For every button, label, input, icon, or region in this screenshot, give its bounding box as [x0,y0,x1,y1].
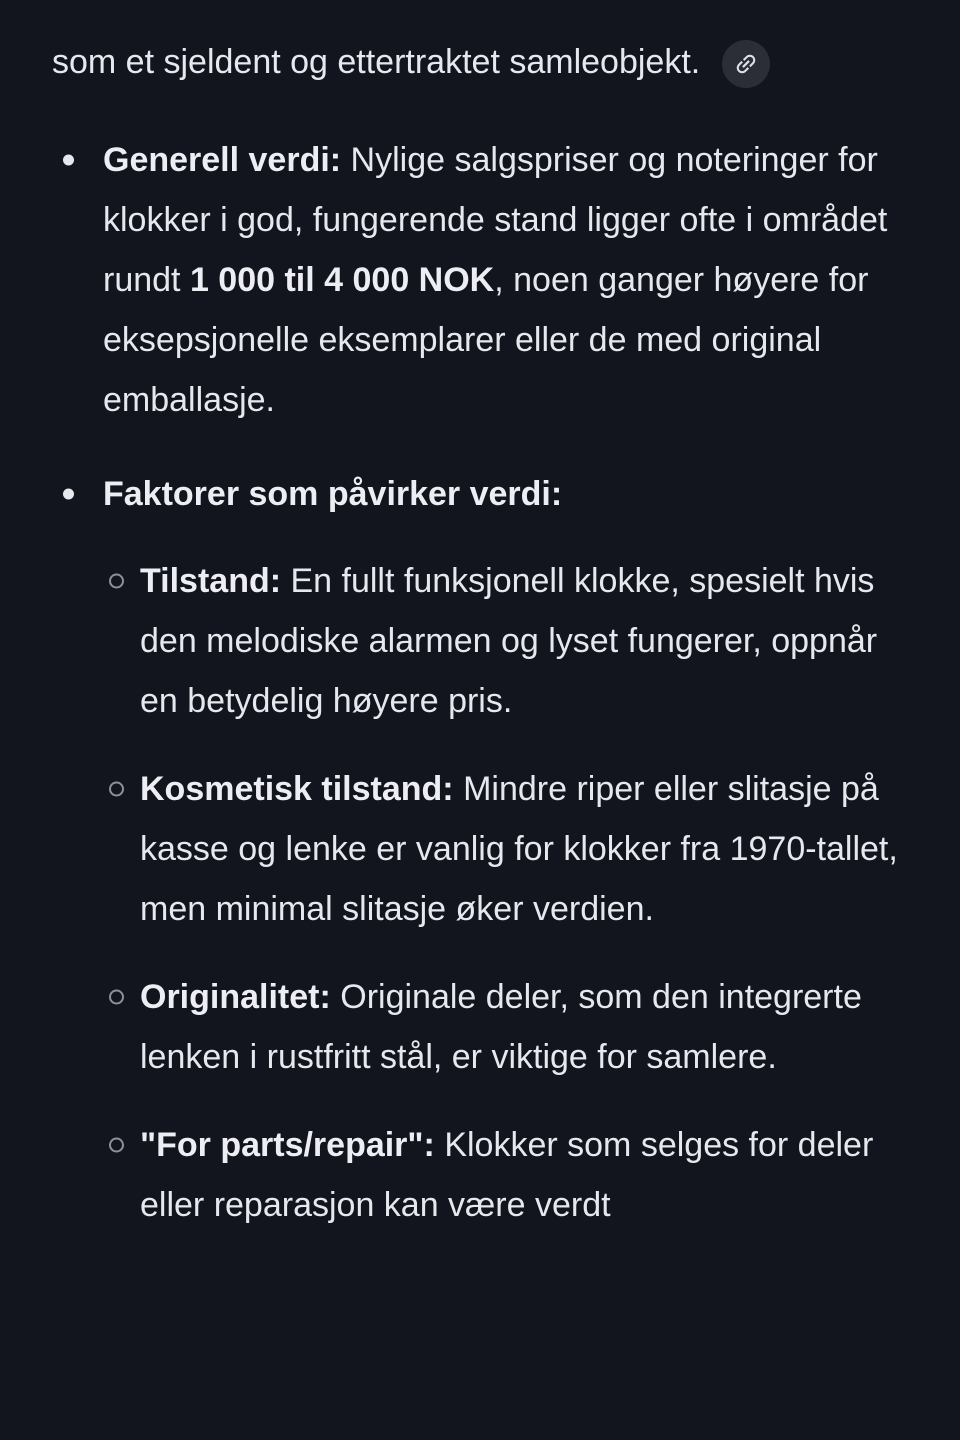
source-link-button[interactable] [722,40,770,88]
bullet-list [52,130,910,1235]
sub-item-body: Klokker som selges for deler eller reparasjon kan være verdt [140,1126,874,1224]
intro-paragraph [52,32,910,92]
list-item-text [103,130,910,430]
item-bold-range: 1 000 til 4 000 NOK [189,261,495,299]
bullet-circle-icon [109,1138,124,1153]
item-body: , noen ganger høyere for eksepsjonelle eksemplarer eller de med original emballasje. [103,261,869,419]
sub-item-body: En fullt funksjonell klokke, spesielt hvis den melodiske alarmen og lyset fungerer, oppnår en betydelig høyere pris. [140,562,878,720]
sub-item-lead: Kosmetisk tilstand: [140,770,454,808]
sub-bullet-list [103,551,910,1235]
list-item-text [103,464,910,524]
link-icon [733,51,759,77]
bullet-disc-icon [63,489,74,500]
sub-item-body: Originale deler, som den integrerte lenken i rustfritt stål, er viktige for samlere. [140,978,862,1076]
item-body: Nylige salgspriser og noteringer for klokker i god, fungerende stand ligger ofte i området rundt [103,141,888,299]
sub-item-kosmetisk-tilstand [103,759,910,939]
sub-item-text [140,551,910,731]
list-item-generell-verdi [52,130,910,430]
item-lead: Faktorer som påvirker verdi: [103,475,563,513]
sub-item-lead: "For parts/repair": [140,1126,435,1164]
list-item-faktorer [52,464,910,1235]
bullet-circle-icon [109,574,124,589]
sub-item-tilstand [103,551,910,731]
item-lead: Generell verdi: [103,141,342,179]
sub-item-text [140,967,910,1087]
intro-text: som et sjeldent og ettertraktet samleobjekt. [52,43,701,81]
bullet-circle-icon [109,990,124,1005]
sub-item-text [140,759,910,939]
sub-item-originalitet [103,967,910,1087]
sub-item-for-parts-repair [103,1115,910,1235]
sub-item-body: Mindre riper eller slitasje på kasse og lenke er vanlig for klokker fra 1970-tallet, men minimal slitasje øker verdien. [140,770,898,928]
sub-item-text [140,1115,910,1235]
bullet-circle-icon [109,782,124,797]
sub-item-lead: Tilstand: [140,562,282,600]
bullet-disc-icon [63,155,74,166]
sub-item-lead: Originalitet: [140,978,331,1016]
